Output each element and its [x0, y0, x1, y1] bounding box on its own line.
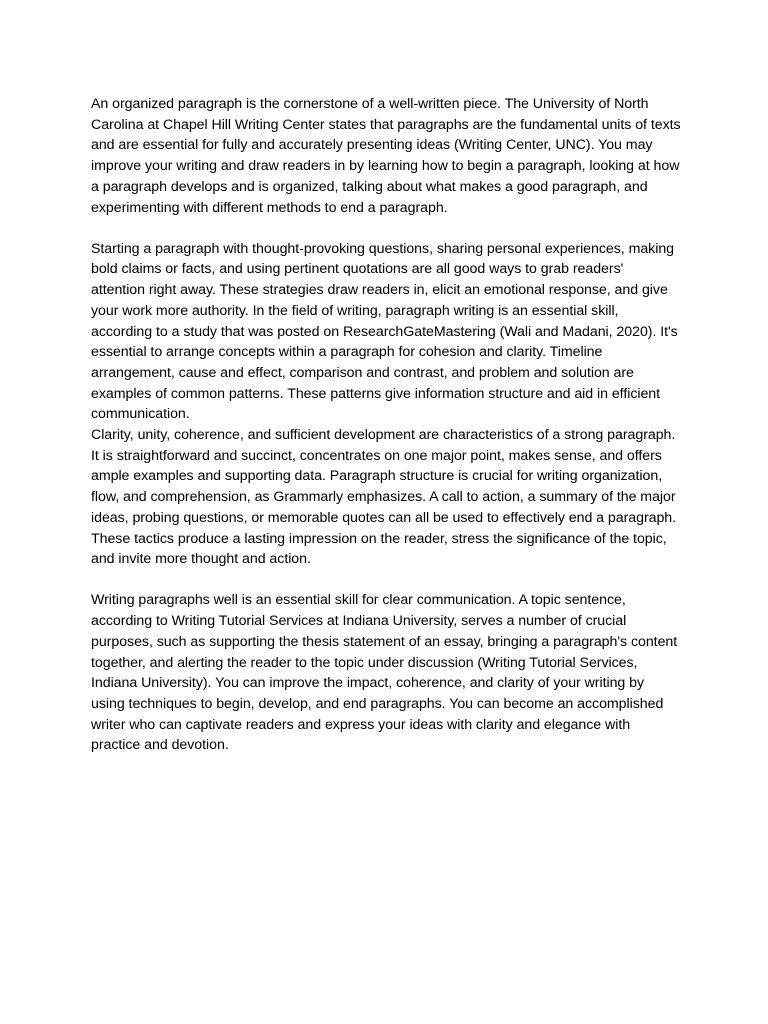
paragraph-2: Starting a paragraph with thought-provoking questions, sharing personal experiences, making bold claims or facts, and using pertinent quotations are all good ways to grab readers' attention right away. These strategies draw readers in, elicit an emotional response, and give your work more authority. In the field of writing, paragraph writing is an essential skill, according to a study that was posted on ResearchGateMastering (Wali and Madani, 2020). It's essential to arrange concepts within a paragraph for cohesion and clarity. Timeline arrangement, cause and effect, comparison and contrast, and problem and solution are examples of common patterns. These patterns give information structure and aid in efficient communication. [91, 240, 678, 423]
paragraph-4: Writing paragraphs well is an essential skill for clear communication. A topic sentence, according to Writing Tutorial Services at Indiana University, serves a number of crucial purposes, such as supporting the thesis statement of an essay, bringing a paragraph's content together, and alerting the reader to the topic under discussion (Writing Tutorial Services, Indiana University). You can improve the impact, coherence, and clarity of your writing by using techniques to begin, develop, and end paragraphs. You can become an accomplished writer who can captivate readers and express your ideas with clarity and elegance with practice and devotion. [91, 592, 678, 754]
document-body [91, 94, 681, 756]
paragraph-1: An organized paragraph is the cornerstone of a well-written piece. The University of North Carolina at Chapel Hill Writing Center states that paragraphs are the fundamental units of texts and are essential for fully and accurately presenting ideas (Writing Center, UNC). You may improve your writing and draw readers in by learning how to begin a paragraph, looking at how a paragraph develops and is organized, talking about what makes a good paragraph, and experimenting with different methods to end a paragraph. [91, 96, 681, 216]
paragraph-3: Clarity, unity, coherence, and sufficient development are characteristics of a strong paragraph. It is straightforward and succinct, concentrates on one major point, makes sense, and offers ample examples and supporting data. Paragraph structure is crucial for writing organization, flow, and comprehension, as Grammarly emphasizes. A call to action, a summary of the major ideas, probing questions, or memorable quotes can all be used to effectively end a paragraph. These tactics produce a lasting impression on the reader, stress the significance of the topic, and invite more thought and action. [91, 427, 677, 568]
